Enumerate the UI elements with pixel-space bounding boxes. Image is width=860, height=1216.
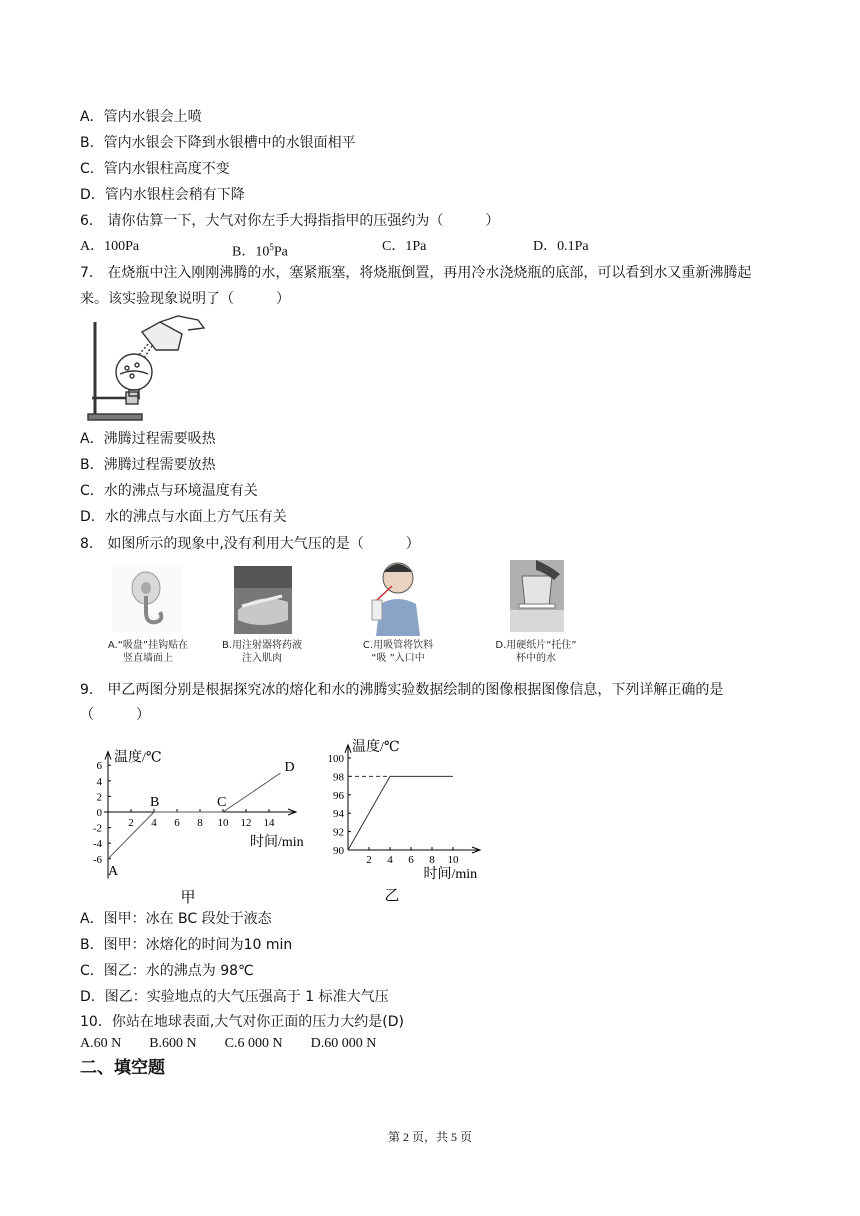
x-tick-label: 4	[151, 817, 157, 829]
x-tick-label: 14	[263, 817, 275, 829]
section-heading: 二、填空题	[80, 1058, 165, 1078]
x-tick-label: 2	[366, 854, 372, 866]
q7-option-c[interactable]: C．水的沸点与环境温度有关	[80, 483, 258, 499]
boy-drinking-photo	[362, 556, 426, 636]
y-tick-label: 90	[333, 845, 344, 857]
q5-option-a[interactable]: A．管内水银会上喷	[80, 109, 202, 125]
q10-options[interactable]: A.60 N B.600 N C.6 000 N D.60 000 N	[80, 1036, 377, 1051]
point-label-b: B	[150, 795, 160, 810]
q8-caption-b-line2: 注入肌肉	[242, 653, 282, 664]
q9-option-a[interactable]: A．图甲：冰在 BC 段处于液态	[80, 911, 272, 927]
q9-option-c[interactable]: C．图乙：水的沸点为 98℃	[80, 963, 254, 979]
syringe-photo	[234, 566, 292, 634]
q7-stem-line2: 来。该实验现象说明了（ ）	[80, 291, 290, 307]
q8-caption-d	[472, 639, 600, 665]
chart-caption: 甲	[180, 890, 196, 906]
page-footer: 第 2 页，共 5 页	[387, 1130, 472, 1144]
y-tick-label: 96	[333, 789, 344, 802]
q8-caption-c-line2: “吸 ”入口中	[371, 653, 425, 664]
point-label-d: D	[284, 760, 295, 775]
q7-stem-line1: 7． 在烧瓶中注入刚刚沸腾的水，塞紧瓶塞，将烧瓶倒置，再用冷水浇烧瓶的底部，可以看到水又重新沸腾起	[80, 265, 752, 281]
q9-option-d[interactable]: D．图乙：实验地点的大气压强高于 1 标准大气压	[80, 989, 389, 1005]
q5-option-b[interactable]: B．管内水银会下降到水银槽中的水银面相平	[80, 135, 356, 151]
boiling-curve	[348, 776, 453, 850]
q7-option-b[interactable]: B．沸腾过程需要放热	[80, 457, 216, 473]
x-tick-label: 2	[128, 817, 134, 829]
q9-stem-line2: （ ）	[80, 707, 150, 723]
q7-option-a[interactable]: A．沸腾过程需要吸热	[80, 431, 216, 447]
q10-stem: 10．你站在地球表面,大气对你正面的压力大约是(D)	[80, 1014, 404, 1030]
q8-caption-c	[346, 639, 450, 665]
segment-cd	[223, 773, 281, 812]
chart-yi	[318, 724, 518, 906]
suction-hook-photo	[112, 566, 182, 632]
q6-stem: 6． 请你估算一下，大气对你左手大拇指指甲的压强约为（ ）	[80, 213, 500, 229]
q7-option-d[interactable]: D．水的沸点与水面上方气压有关	[80, 509, 287, 525]
x-tick-label: 12	[240, 817, 252, 829]
q8-caption-a-line1: A.“吸盘”挂钩贴在	[107, 640, 189, 651]
y-tick-label: 0	[96, 807, 102, 819]
y-tick-label: 92	[333, 826, 344, 839]
y-tick-label: -6	[92, 853, 102, 866]
y-tick-label: -4	[92, 838, 102, 851]
y-tick-label: 94	[333, 808, 344, 821]
q9-stem-line1: 9． 甲乙两图分别是根据探究冰的熔化和水的沸腾实验数据绘制的图像根据图像信息，下列详解正确的是	[80, 682, 724, 698]
q8-caption-c-line1: C.用吸管将饮料	[362, 640, 434, 651]
y-axis-label: 温度/℃	[114, 750, 162, 766]
q8-stem: 8． 如图所示的现象中,没有利用大气压的是（ ）	[80, 536, 420, 552]
y-tick-label: 98	[333, 771, 344, 784]
y-tick-label: 2	[96, 791, 102, 804]
point-label-a: A	[108, 863, 119, 879]
chart-caption: 乙	[384, 888, 400, 904]
y-tick-label: 100	[327, 753, 344, 765]
q6-option-b[interactable]	[232, 238, 288, 262]
y-tick-label: 4	[96, 775, 102, 788]
q6-option-a[interactable]: A．100Pa	[80, 239, 140, 254]
x-tick-label: 6	[174, 817, 180, 829]
q8-caption-b-line1: B.用注射器将药液	[221, 640, 303, 651]
q8-caption-a-line2: 竖直墙面上	[123, 653, 173, 664]
point-label-c: C	[217, 795, 227, 810]
cup-card-photo	[510, 560, 564, 632]
x-axis-label: 时间/min	[423, 867, 478, 882]
chart-jia	[76, 726, 326, 906]
q6-option-d[interactable]: D．0.1Pa	[533, 239, 589, 254]
y-tick-label: -2	[92, 822, 102, 835]
x-tick-label: 6	[408, 854, 414, 866]
x-tick-label: 8	[429, 854, 435, 866]
x-tick-label: 10	[217, 817, 229, 829]
x-tick-label: 8	[197, 817, 203, 829]
q8-caption-b	[206, 639, 318, 665]
flask-experiment-figure	[82, 314, 212, 426]
q8-caption-a	[86, 639, 210, 665]
q6-option-b-base: B．10	[232, 244, 270, 260]
q8-caption-d-line1: D.用硬纸片“托住”	[495, 640, 577, 651]
q5-option-c[interactable]: C．管内水银柱高度不变	[80, 161, 230, 177]
x-tick-label: 4	[387, 854, 393, 866]
x-axis-label: 时间/min	[250, 835, 304, 850]
q9-option-b[interactable]: B．图甲：冰熔化的时间为10 min	[80, 937, 293, 953]
q6-option-b-exponent: 5	[269, 242, 274, 252]
q8-caption-d-line2: 杯中的水	[516, 653, 556, 664]
x-tick-label: 10	[447, 854, 459, 866]
q5-option-d[interactable]: D．管内水银柱会稍有下降	[80, 187, 245, 203]
y-tick-label: 6	[96, 760, 102, 773]
q6-option-b-unit: Pa	[273, 244, 288, 260]
q6-option-c[interactable]: C．1Pa	[382, 239, 427, 254]
y-axis-label: 温度/℃	[352, 739, 400, 755]
